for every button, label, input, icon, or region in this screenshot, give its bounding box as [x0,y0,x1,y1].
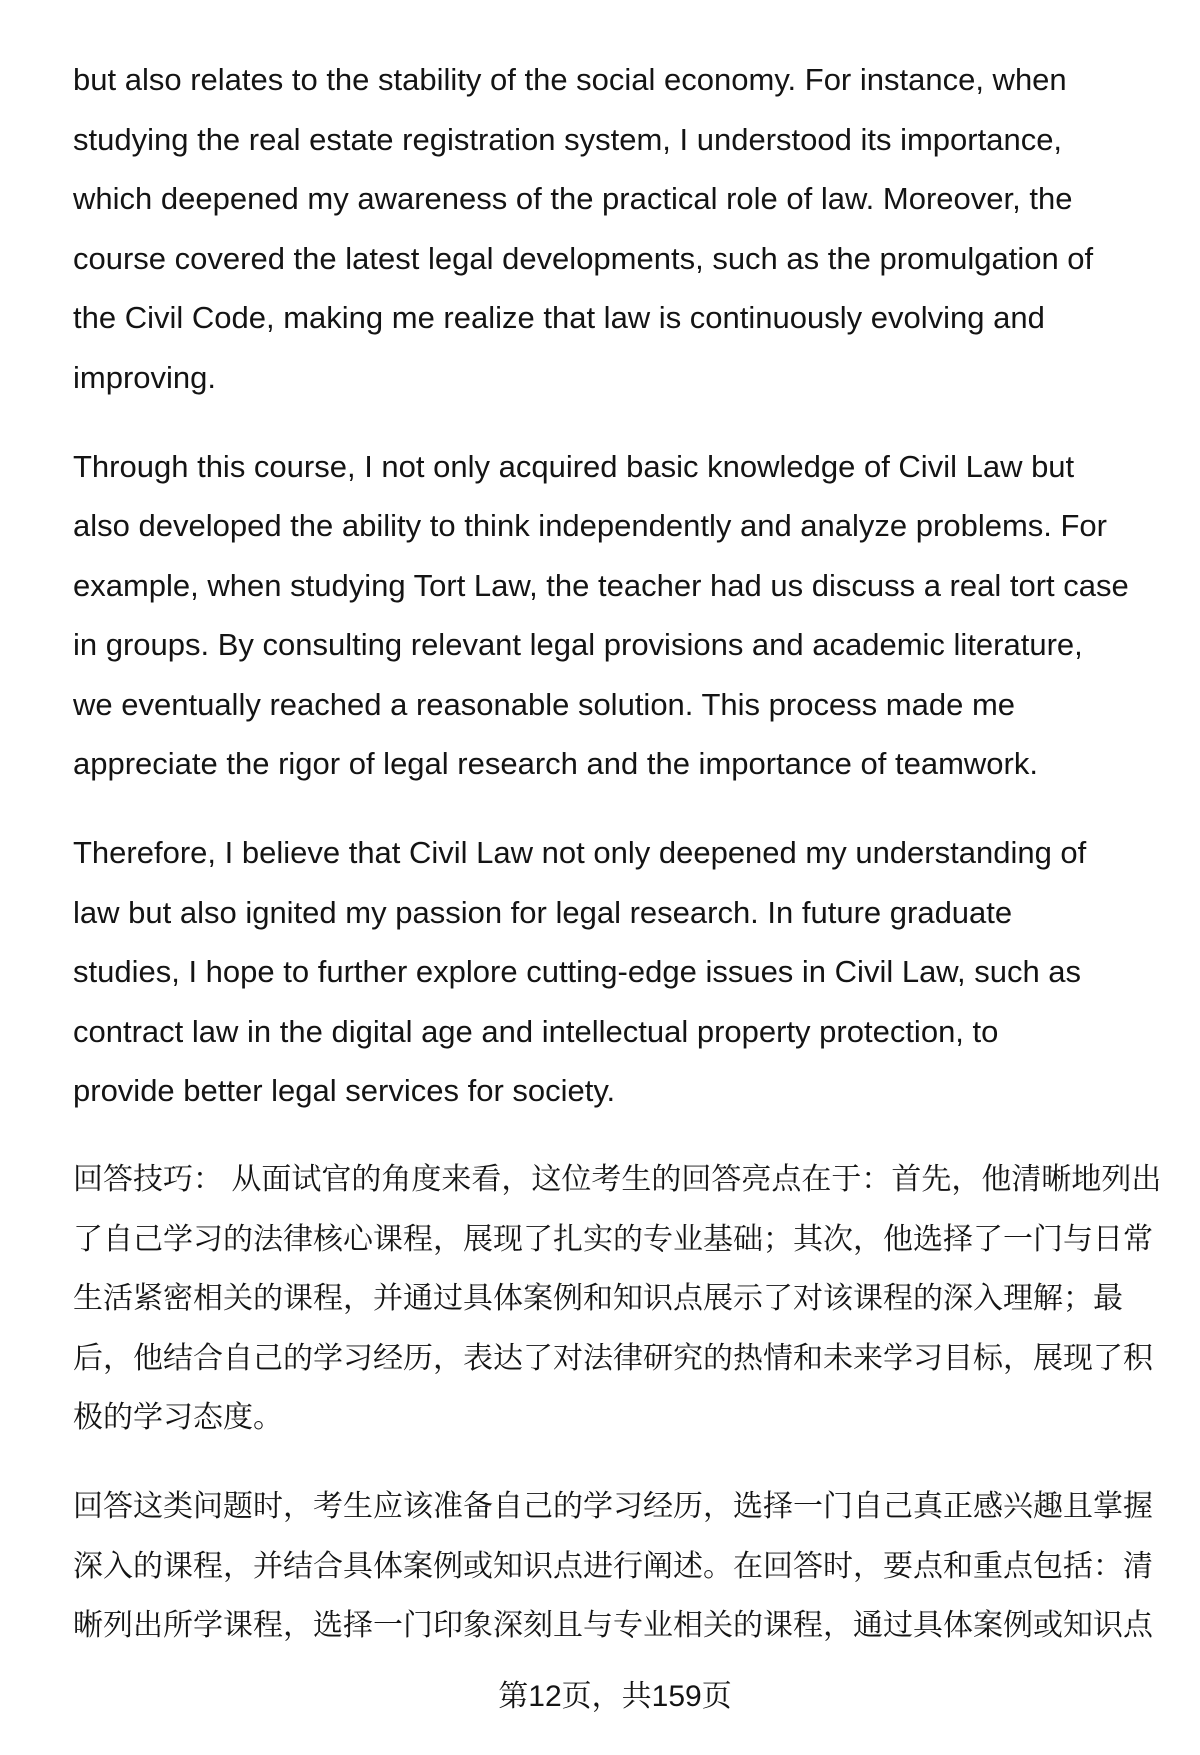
text-line: 了自己学习的法律核心课程，展现了扎实的专业基础；其次，他选择了一门与日常 [73,1222,1153,1256]
paragraph-1 [73,50,1180,407]
paragraph-3 [73,823,1180,1121]
text-line: law but also ignited my passion for legal research. In future graduate [73,894,1013,930]
text-line: the Civil Code, making me realize that law is continuously evolving and [73,300,1045,335]
text-line: 生活紧密相关的课程，并通过具体案例和知识点展示了对该课程的深入理解；最 [73,1282,1123,1315]
paragraph-2 [73,437,1180,794]
text-line: contract law in the digital age and intellectual property protection, to [73,1013,999,1049]
text-line: example, when studying Tort Law, the teacher had us discuss a real tort case [73,567,1129,603]
text-line: we eventually reached a reasonable solution. This process made me [73,686,1016,722]
text-line: 回答技巧： 从面试官的角度来看，这位考生的回答亮点在于：首先，他清晰地列出 [73,1163,1162,1196]
text-line: 深入的课程，并结合具体案例或知识点进行阐述。在回答时，要点和重点包括：清 [73,1549,1153,1583]
page-number-footer: 第12页，共159页 [498,1680,732,1713]
text-line: provide better legal services for society. [73,1073,616,1108]
text-line: studies, I hope to further explore cutting-edge issues in Civil Law, such as [73,954,1082,989]
text-line: 晰列出所学课程，选择一门印象深刻且与专业相关的课程，通过具体案例或知识点 [73,1609,1153,1642]
text-line: in groups. By consulting relevant legal provisions and academic literature, [73,627,1083,662]
text-line: appreciate the rigor of legal research and the importance of teamwork. [73,746,1038,781]
text-line: improving. [73,359,216,395]
text-line: Therefore, I believe that Civil Law not only deepened my understanding of [73,835,1087,870]
text-line: studying the real estate registration system, I understood its importance, [73,121,1063,157]
text-line: which deepened my awareness of the practical role of law. Moreover, the [73,181,1073,216]
text-line: also developed the ability to think independently and analyze problems. For [73,508,1107,543]
text-line: 后，他结合自己的学习经历，表达了对法律研究的热情和未来学习目标，展现了积 [73,1341,1153,1375]
text-line: 极的学习态度。 [73,1401,283,1434]
text-line: but also relates to the stability of the social economy. For instance, when [73,62,1067,97]
text-line: Through this course, I not only acquired basic knowledge of Civil Law but [73,448,1075,484]
text-line: course covered the latest legal developments, such as the promulgation of [73,240,1094,276]
text-line: 回答这类问题时，考生应该准备自己的学习经历，选择一门自己真正感兴趣且掌握 [73,1490,1153,1523]
answer-tips-paragraph [73,1150,1180,1448]
answer-guidance-paragraph [73,1477,1180,1656]
